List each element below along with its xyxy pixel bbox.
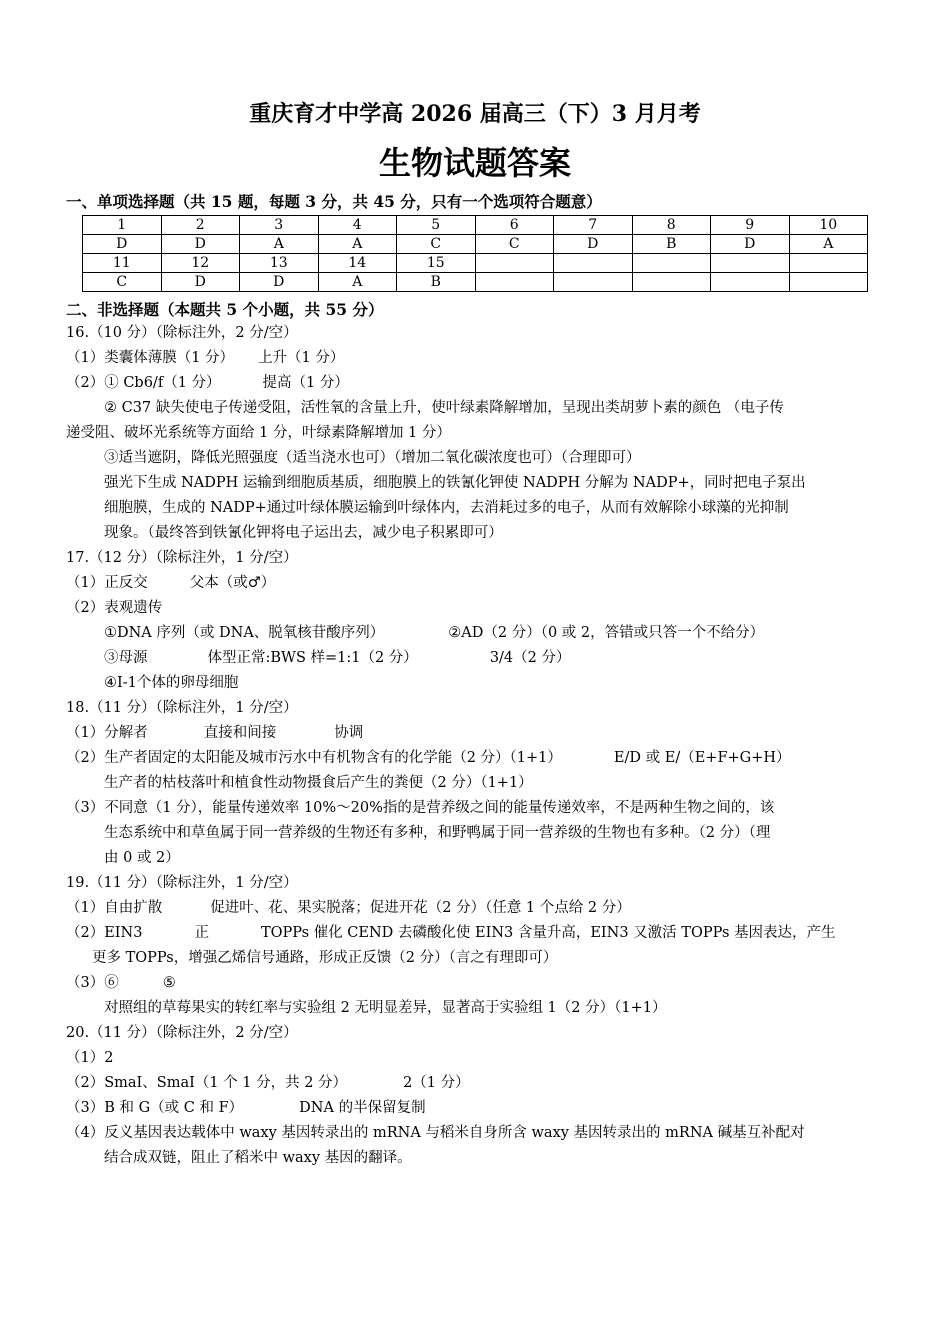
q18-line: 由 0 或 2） [104,850,180,866]
q16-line: 细胞膜，生成的 NADP+通过叶绿体膜运输到叶绿体内，去消耗过多的电子，从而有效解除小球藻的光抑制 [104,500,789,516]
q18-line [66,723,363,743]
table-cell: A [240,235,319,254]
table-cell: 15 [397,254,476,273]
q18-answer-1c: 协调 [334,725,364,741]
table-cell: D [83,235,162,254]
q16-line [66,373,349,393]
q19-line [66,973,176,993]
table-cell [711,254,790,273]
table-cell: 12 [161,254,240,273]
q17-line: （2）表观遗传 [66,600,163,616]
table-cell: 11 [83,254,162,273]
q19-answer-4a: （3）⑥ [66,975,119,991]
q16-answer-2b: 提高（1 分） [262,375,349,391]
table-row-answers-2 [83,273,868,292]
q20-line [66,1098,426,1118]
q18-line: 生产者的枯枝落叶和植食性动物摄食后产生的粪便（2 分）（1+1） [104,775,533,791]
table-cell: D [711,235,790,254]
q17-answer-4c: 3/4（2 分） [489,650,571,666]
table-cell: 13 [240,254,319,273]
q20-line: 结合成双链，阻止了稻米中 waxy 基因的翻译。 [104,1150,412,1166]
table-cell [632,254,711,273]
section2-heading: 二、非选择题（本题共 5 个小题，共 55 分） [66,300,384,319]
table-row-answers-1 [83,235,868,254]
q18-line [66,748,791,768]
q18-answer-1b: 直接和间接 [203,725,277,741]
q19-answer-2a: （2）EIN3 [66,925,143,941]
q17-answer-3a: ①DNA 序列（或 DNA、脱氧核苷酸序列） [104,625,385,641]
q19-line [66,923,836,943]
table-cell: B [632,235,711,254]
q17-line [104,623,764,643]
q17-answer-1a: （1）正反交 [66,575,148,591]
q17-heading: 17.（12 分）（除标注外，1 分/空） [66,550,298,566]
q19-answer-1a: （1）自由扩散 [66,900,163,916]
table-cell: 2 [161,216,240,235]
table-cell: 9 [711,216,790,235]
table-row-numbers-2 [83,254,868,273]
q16-heading: 16.（10 分）（除标注外，2 分/空） [66,325,298,341]
table-cell [475,273,554,292]
table-cell: B [397,273,476,292]
q20-line: （1）2 [66,1050,114,1066]
q16-line: ② C37 缺失使电子传递受阻，活性氧的含量上升，使叶绿素降解增加，呈现出类胡萝卜素的颜色 （电子传 [104,400,784,416]
table-cell [632,273,711,292]
q16-answer-1b: 上升（1 分） [258,350,345,366]
answer-table [82,215,868,292]
table-row-numbers-1 [83,216,868,235]
table-cell [475,254,554,273]
table-cell: 6 [475,216,554,235]
q20-line [66,1073,470,1093]
q16-answer-1a: （1）类囊体薄膜（1 分） [66,350,235,366]
q17-answer-4b: 体型正常:BWS 样=1:1（2 分） [207,650,418,666]
table-cell: D [161,235,240,254]
table-cell: 3 [240,216,319,235]
table-cell: 5 [397,216,476,235]
q20-line: （4）反义基因表达载体中 waxy 基因转录出的 mRNA 与稻米自身所含 waxy 基因转录出的 mRNA 碱基互补配对 [66,1125,805,1141]
q20-answer-2a: （2）SmaⅠ、SmaⅠ（1 个 1 分，共 2 分） [66,1075,348,1091]
table-cell: C [83,273,162,292]
table-cell: A [318,235,397,254]
table-cell: D [161,273,240,292]
q18-answer-1a: （1）分解者 [66,725,148,741]
q19-line [66,898,631,918]
q20-answer-2b: 2（1 分） [403,1075,470,1091]
q16-line: 递受阻、破坏光系统等方面给 1 分，叶绿素降解增加 1 分） [66,425,451,441]
q17-answer-1b: 父本（或♂） [189,575,276,591]
q18-answer-2b: E/D 或 E/（E+F+G+H） [613,750,791,766]
table-cell [554,254,633,273]
q16-answer-2a: （2）① Cb6/f（1 分） [66,375,221,391]
table-cell [789,254,868,273]
table-cell: C [475,235,554,254]
q20-heading: 20.（11 分）（除标注外，2 分/空） [66,1025,298,1041]
q19-answer-4b: ⑤ [162,975,176,991]
q17-line [66,573,275,593]
table-cell: A [789,235,868,254]
table-cell: 7 [554,216,633,235]
q16-line: ③适当遮阴，降低光照强度（适当浇水也可）（增加二氧化碳浓度也可）（合理即可） [104,450,641,466]
q17-line: ④Ⅰ-1个体的卵母细胞 [104,675,239,691]
q19-answer-1b: 促进叶、花、果实脱落；促进开花（2 分）（任意 1 个点给 2 分） [210,900,631,916]
q19-heading: 19.（11 分）（除标注外，1 分/空） [66,875,298,891]
q18-line: 生态系统中和草鱼属于同一营养级的生物还有多种，和野鸭属于同一营养级的生物也有多种。（2 分）（理 [104,825,771,841]
q19-line: 对照组的草莓果实的转红率与实验组 2 无明显差异，显著高于实验组 1（2 分）（1+1） [104,1000,667,1016]
table-cell: 10 [789,216,868,235]
table-cell [711,273,790,292]
table-cell: 4 [318,216,397,235]
q17-line [104,648,570,668]
document-title: 生物试题答案 [378,144,571,182]
table-cell: 1 [83,216,162,235]
table-cell [789,273,868,292]
table-cell [554,273,633,292]
table-cell: D [554,235,633,254]
table-cell: 14 [318,254,397,273]
q19-answer-2b: 正 [194,925,209,941]
q20-answer-3b: DNA 的半保留复制 [299,1100,426,1116]
table-cell: 8 [632,216,711,235]
q16-line: 现象。（最终答到铁氰化钾将电子运出去，减少电子积累即可） [104,525,503,541]
q18-line: （3）不同意（1 分），能量传递效率 10%～20%指的是营养级之间的能量传递效率，不是两种生物之间的，该 [66,800,775,816]
q18-heading: 18.（11 分）（除标注外，1 分/空） [66,700,298,716]
section1-heading: 一、单项选择题（共 15 题，每题 3 分，共 45 分，只有一个选项符合题意） [66,192,602,211]
exam-title: 重庆育才中学高 2026 届高三（下）3 月月考 [249,101,701,127]
table-cell: A [318,273,397,292]
q19-line: 更多 TOPPs，增强乙烯信号通路，形成正反馈（2 分）（言之有理即可） [92,950,558,966]
q16-line [66,348,344,368]
q17-answer-4a: ③母源 [104,650,148,666]
q17-answer-3b: ②AD（2 分）（0 或 2，答错或只答一个不给分） [448,625,765,641]
q20-answer-3a: （3）B 和 G（或 C 和 F） [66,1100,244,1116]
q19-answer-2c: TOPPs 催化 CEND 去磷酸化使 EIN3 含量升高，EIN3 又激活 TOPPs 基因表达，产生 [260,925,836,941]
q16-line: 强光下生成 NADPH 运输到细胞质基质，细胞膜上的铁氰化钾使 NADPH 分解为 NADP+，同时把电子泵出 [104,475,806,491]
table-cell: C [397,235,476,254]
q18-answer-2a: （2）生产者固定的太阳能及城市污水中有机物含有的化学能（2 分）（1+1） [66,750,562,766]
table-cell: D [240,273,319,292]
